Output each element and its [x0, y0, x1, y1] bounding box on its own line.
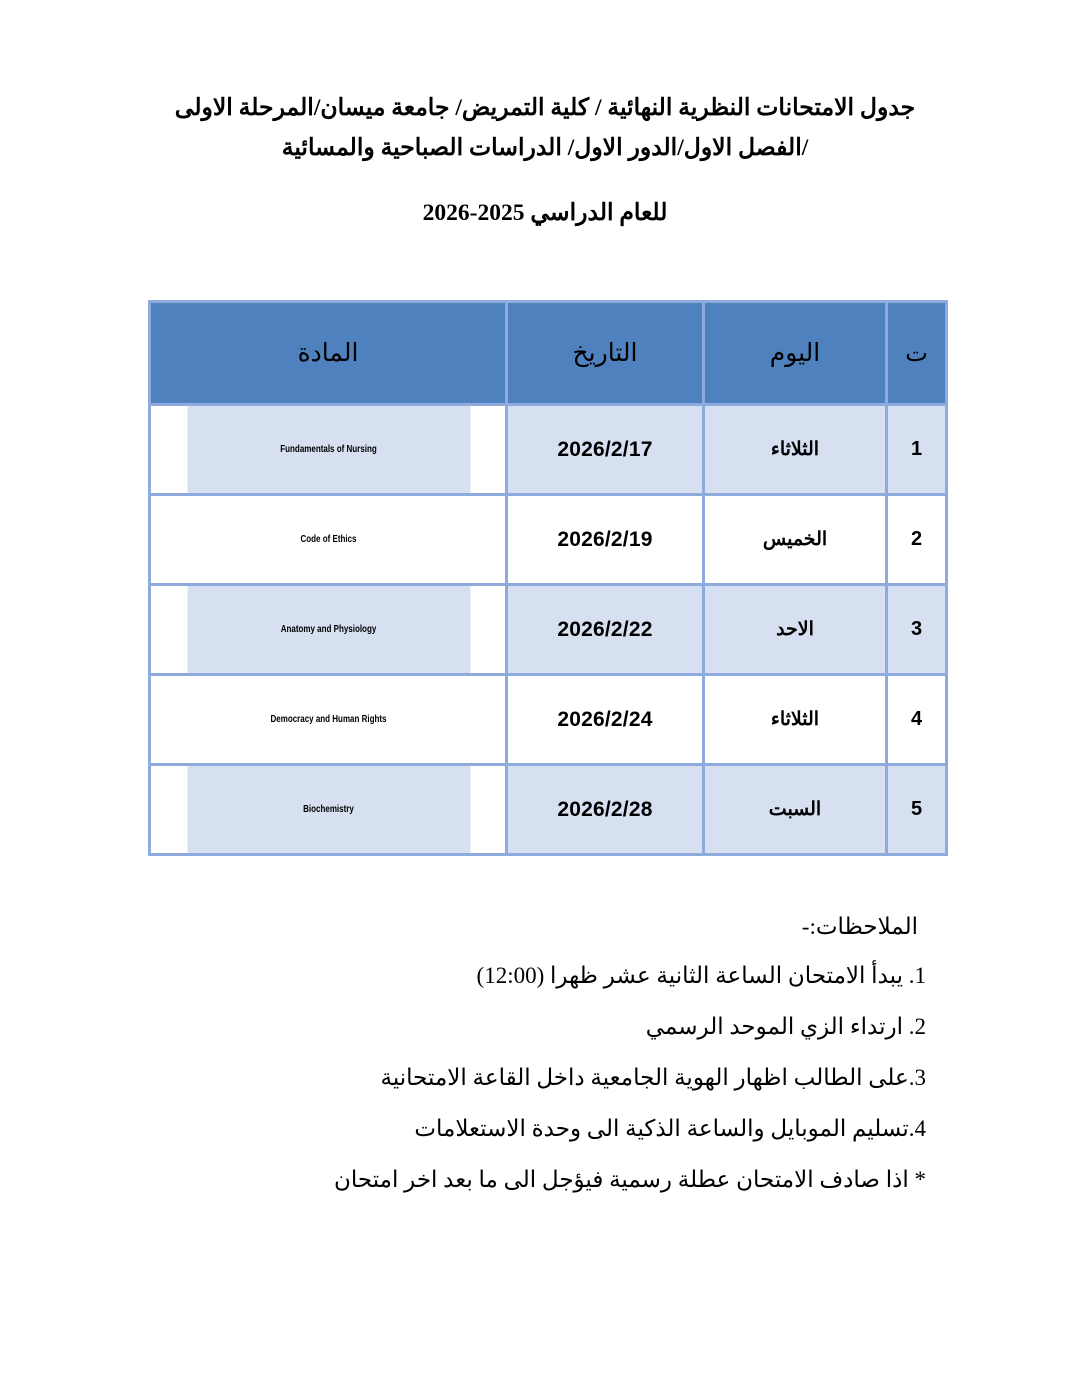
note-item: 1. يبدأ الامتحان الساعة الثانية عشر ظهرا (12:00) — [476, 963, 926, 988]
table-row — [150, 765, 947, 855]
cell-subject: Code of Ethics — [185, 495, 471, 585]
column-header-date: التاريخ — [507, 302, 704, 405]
note-item: * اذا صادف الامتحان عطلة رسمية فيؤجل الى ما بعد اخر امتحان — [333, 1167, 926, 1192]
cell-number: 2 — [887, 495, 947, 585]
cell-day: السبت — [704, 765, 887, 855]
cell-date: 2026/2/28 — [507, 765, 704, 855]
table-header-row — [150, 302, 947, 405]
cell-date: 2026/2/22 — [507, 585, 704, 675]
cell-date: 2026/2/17 — [507, 405, 704, 495]
cell-day: الخميس — [704, 495, 887, 585]
cell-number: 1 — [887, 405, 947, 495]
table-header — [150, 302, 947, 405]
academic-year-line: للعام الدراسي 2025-2026 — [422, 200, 668, 226]
table-row — [150, 405, 947, 495]
column-header-number: ت — [887, 302, 947, 405]
note-item: 2. ارتداء الزي الموحد الرسمي — [645, 1014, 926, 1039]
title-line-2: /الفصل الاول/الدور الاول/ الدراسات الصباحية والمسائية — [281, 135, 809, 161]
cell-number: 5 — [887, 765, 947, 855]
cell-subject: Anatomy and Physiology — [185, 585, 471, 675]
cell-subject: Biochemistry — [185, 765, 471, 855]
exam-schedule-table — [148, 300, 948, 856]
column-header-day: اليوم — [704, 302, 887, 405]
cell-day: الثلاثاء — [704, 405, 887, 495]
cell-day: الاحد — [704, 585, 887, 675]
cell-date: 2026/2/24 — [507, 675, 704, 765]
column-header-subject: المادة — [150, 302, 507, 405]
note-item: 3.على الطالب اظهار الهوية الجامعية داخل القاعة الامتحانية — [380, 1065, 926, 1090]
notes-heading: الملاحظات:- — [801, 914, 918, 939]
notes-section — [100, 912, 926, 1195]
cell-subject: Democracy and Human Rights — [185, 675, 471, 765]
note-item: 4.تسليم الموبايل والساعة الذكية الى وحدة الاستعلامات — [414, 1116, 926, 1141]
cell-day: الثلاثاء — [704, 675, 887, 765]
cell-number: 3 — [887, 585, 947, 675]
table-row — [150, 495, 947, 585]
title-line-1: جدول الامتحانات النظرية النهائية / كلية التمريض/ جامعة ميسان/المرحلة الاولى — [174, 95, 916, 121]
cell-number: 4 — [887, 675, 947, 765]
table-body — [150, 405, 947, 855]
document-title-block — [150, 88, 940, 230]
table-row — [150, 585, 947, 675]
cell-date: 2026/2/19 — [507, 495, 704, 585]
table-row — [150, 675, 947, 765]
exam-schedule-table-wrapper — [151, 300, 948, 856]
cell-subject: Fundamentals of Nursing — [185, 405, 471, 495]
